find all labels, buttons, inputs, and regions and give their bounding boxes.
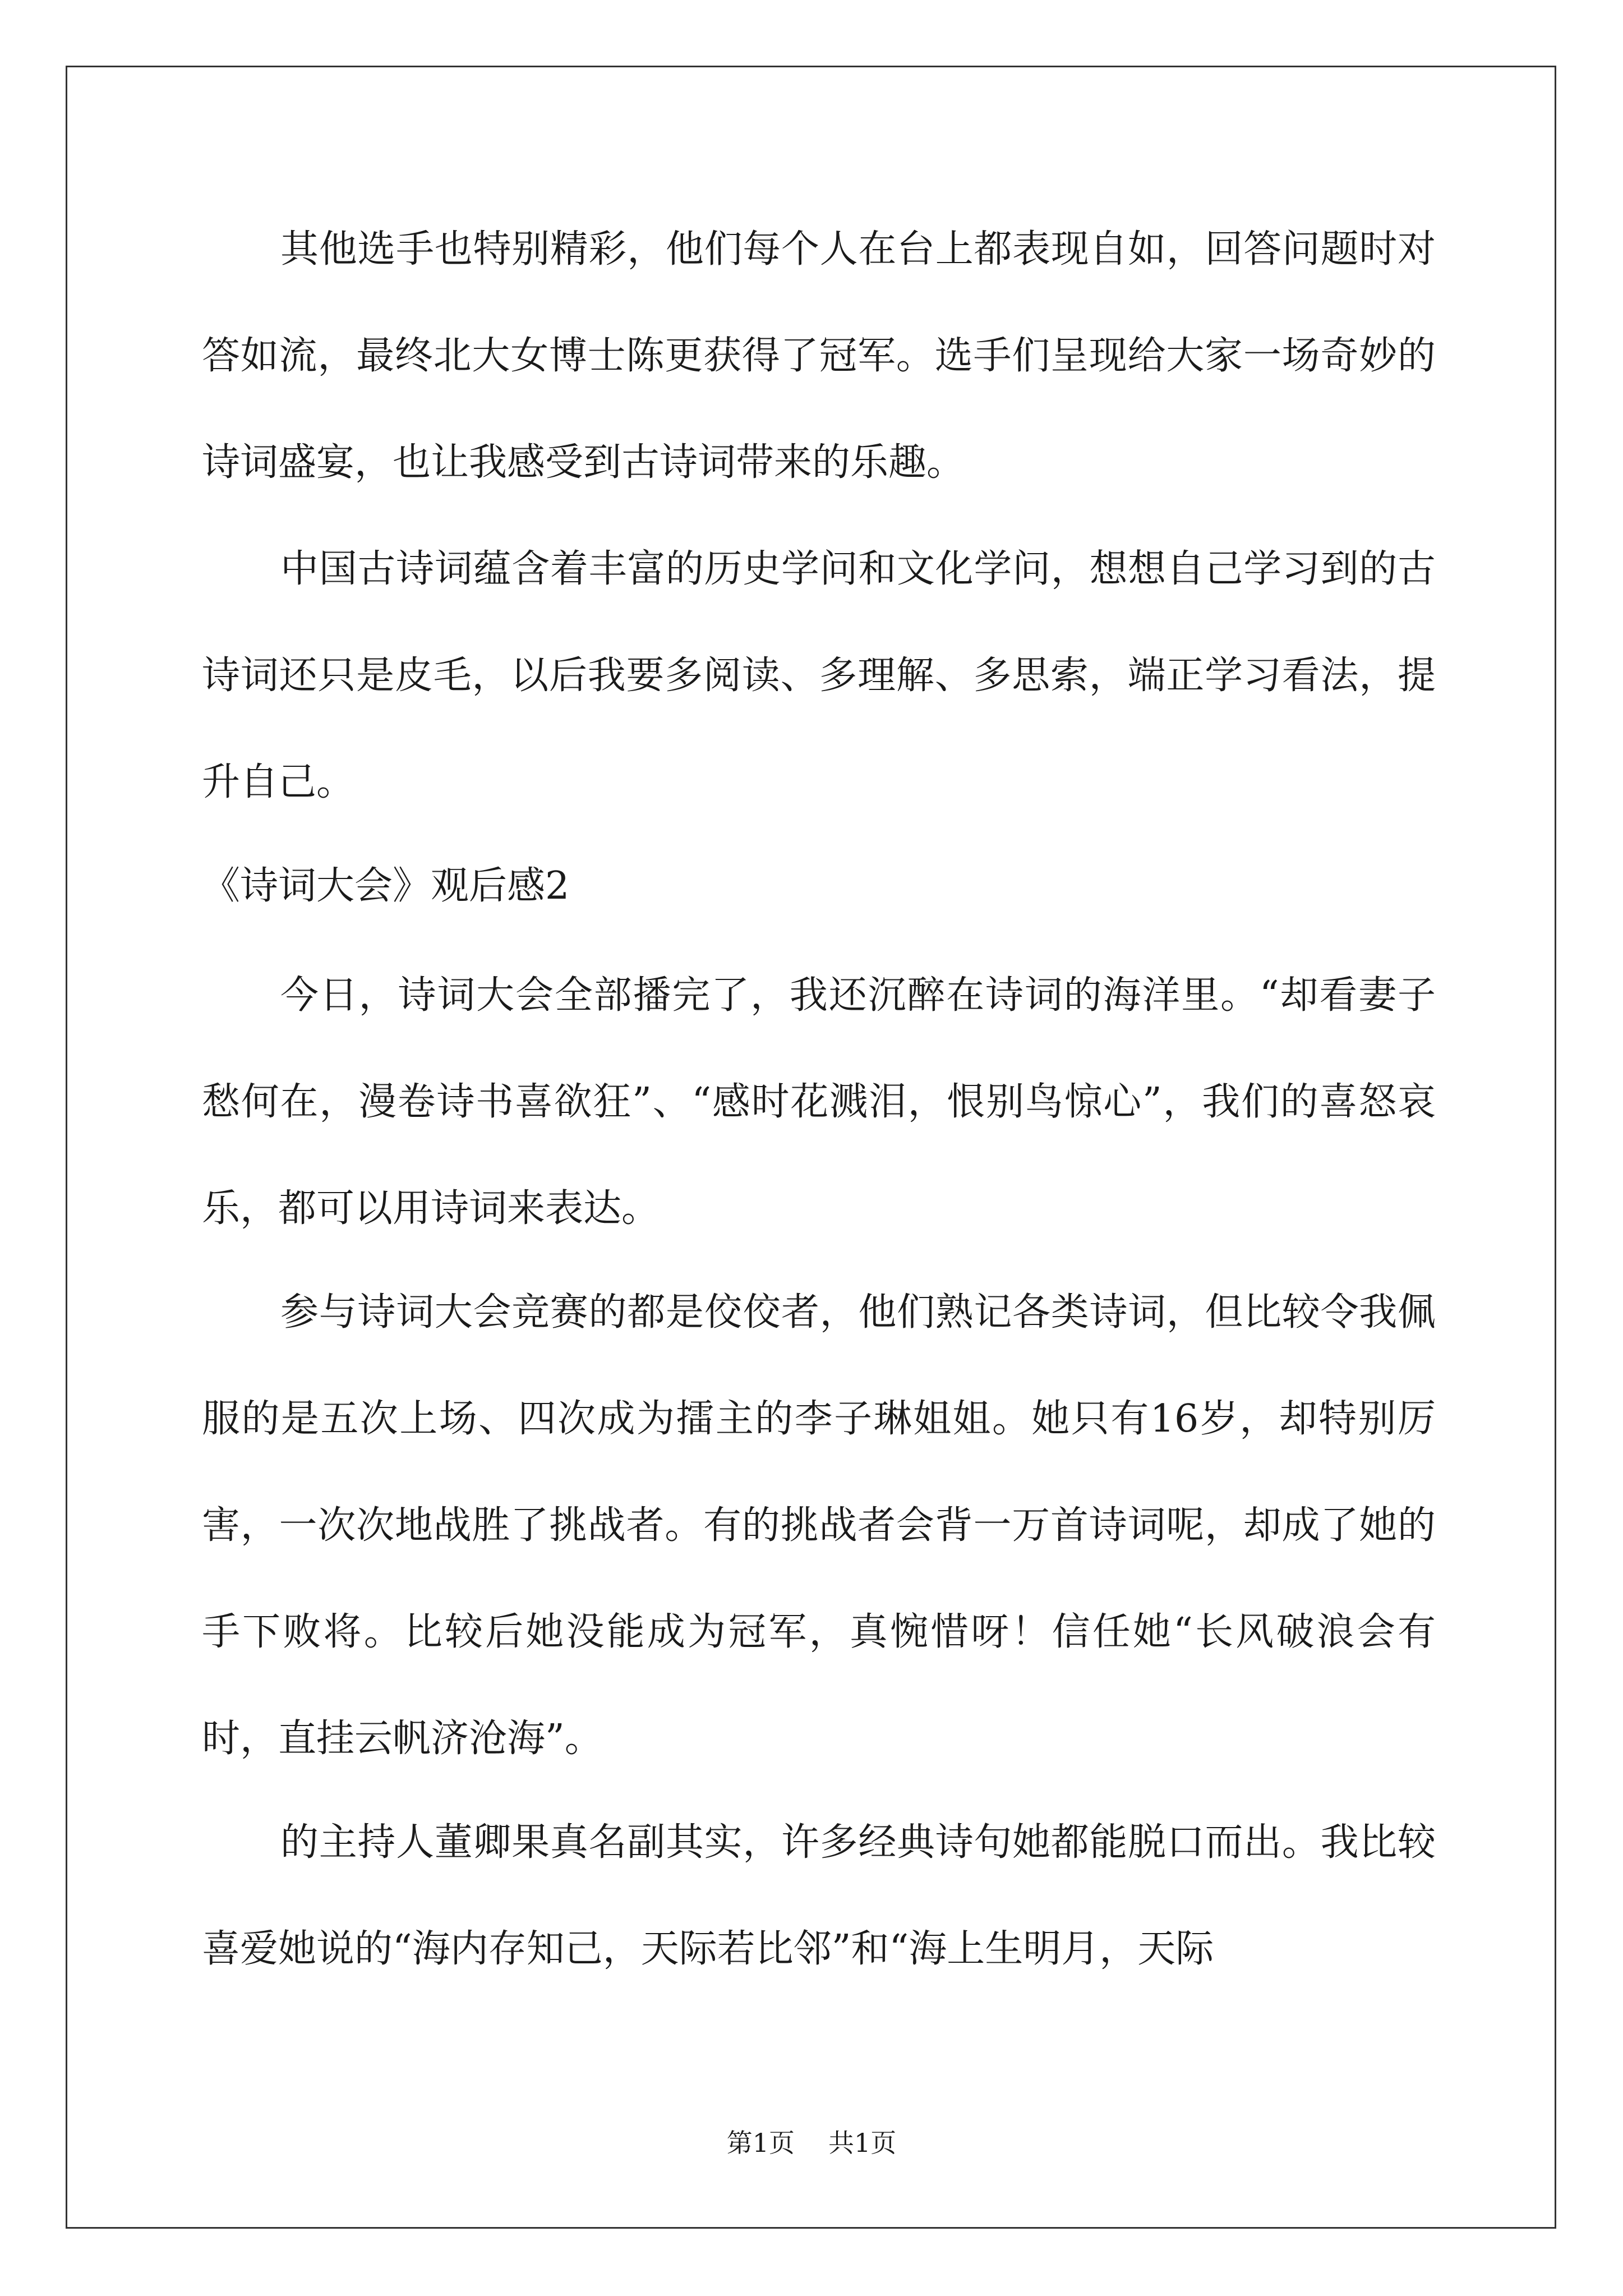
paragraph-5: 的主持人董卿果真名副其实，许多经典诗句她都能脱口而出。我比较喜爱她说的“海内存知己，天际若比邻”和“海上生明月，天际 <box>202 1820 1436 1971</box>
paragraph-4: 参与诗词大会竞赛的都是佼佼者，他们熟记各类诗词，但比较令我佩服的是五次上场、四次成为擂主的李子琳姐姐。她只有16岁，却特别厉害，一次次地战胜了挑战者。有的挑战者会背一万首诗词呢，却成了她的手下败将。比较后她没能成为冠军，真惋惜呀！信任她“长风破浪会有时，直挂云帆济沧海”。 <box>202 1290 1436 1761</box>
section-heading: 《诗词大会》观后感2 <box>202 864 570 908</box>
page-footer <box>0 2126 1623 2160</box>
paragraph-2: 中国古诗词蕴含着丰富的历史学问和文化学问，想想自己学习到的古诗词还只是皮毛，以后我要多阅读、多理解、多思索，端正学习看法，提升自己。 <box>202 547 1436 804</box>
paragraph-3: 今日，诗词大会全部播完了，我还沉醉在诗词的海洋里。“却看妻子愁何在，漫卷诗书喜欲狂”、“感时花溅泪，恨别鸟惊心”，我们的喜怒哀乐，都可以用诗词来表达。 <box>202 973 1436 1231</box>
page-number: 第1页 <box>726 2128 795 2158</box>
total-pages: 共1页 <box>828 2128 897 2158</box>
paragraph-1: 其他选手也特别精彩，他们每个人在台上都表现自如，回答问题时对答如流，最终北大女博士陈更获得了冠军。选手们呈现给大家一场奇妙的诗词盛宴，也让我感受到古诗词带来的乐趣。 <box>202 227 1436 485</box>
